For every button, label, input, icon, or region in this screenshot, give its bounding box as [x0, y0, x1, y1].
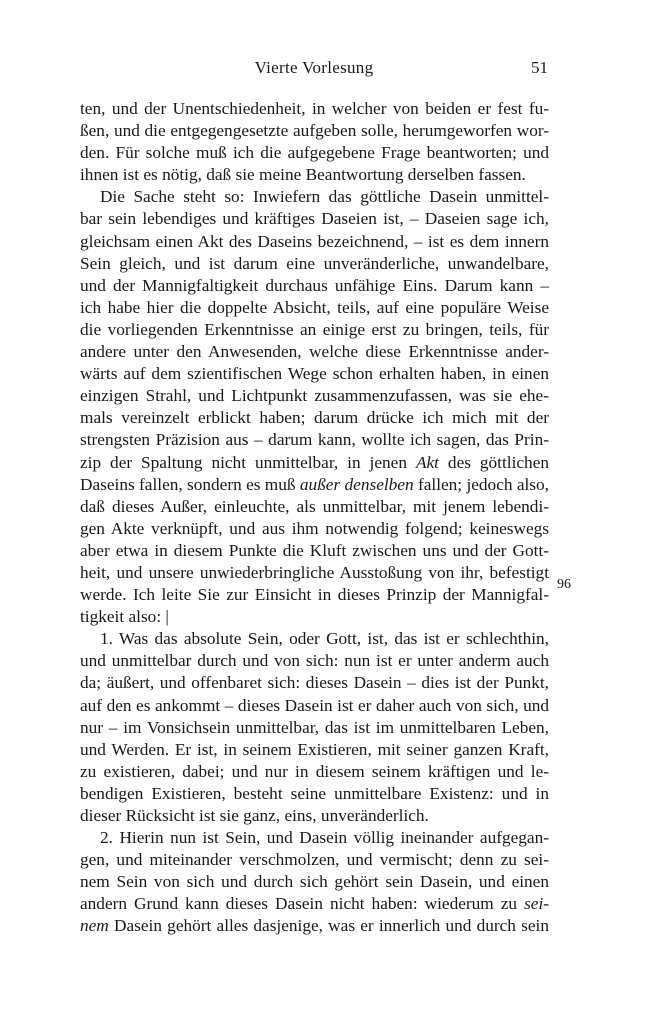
- text-line: werde. Ich leite Sie zur Einsicht in dieses Prinzip der Mannigfal-: [80, 585, 549, 605]
- text-run: fallen; jedoch also,: [417, 474, 549, 494]
- emphasis-akt: Akt: [415, 452, 439, 472]
- text-line: Die Sache steht so: Inwiefern das göttliche Dasein unmittel-: [100, 187, 549, 207]
- margin-page-reference: 96: [557, 577, 571, 592]
- text-line: ich habe hier die doppelte Absicht, teils, auf eine populäre Weise: [80, 297, 549, 317]
- emphasis-seinem: sei-: [524, 894, 550, 914]
- text-line: ten, und der Unentschiedenheit, in welcher von beiden er fest fu-: [80, 99, 549, 118]
- text-line: gen Akte verknüpft, und aus ihm notwendig folgend; keineswegs: [80, 518, 549, 538]
- text-line: [80, 915, 549, 937]
- text-line: dieser Rücksicht ist sie ganz, eins, unveränderlich.: [80, 806, 429, 825]
- text-run: andern Grund kann dieses Dasein nicht haben: wiederum zu: [80, 894, 518, 914]
- text-line: die vorliegenden Erkenntnisse an einige erst zu bringen, teils, für: [80, 319, 549, 339]
- text-run: zip der Spaltung nicht unmittelbar, in jenen: [80, 452, 407, 472]
- text-line: ßen, und die entgegengesetzte aufgeben solle, herumgeworfen wor-: [80, 121, 549, 141]
- text-line: gen, und miteinander verschmolzen, und vermischt; denn zu sei-: [80, 850, 549, 870]
- page-number: 51: [531, 58, 548, 77]
- text-run: Dasein gehört alles dasjenige, was er innerlich und durch sein: [114, 916, 549, 936]
- text-line: daß dieses Außer, einleuchte, als unmittelbar, mit jenem lebendi-: [80, 496, 549, 516]
- text-run: des göttlichen: [447, 452, 550, 472]
- text-line: andere unter den Anwesenden, welche diese Erkenntnisse ander-: [80, 342, 549, 362]
- running-header: [80, 58, 548, 82]
- text-line: wärts auf dem szientifischen Wege schon erhalten haben, in einen: [80, 364, 549, 384]
- emphasis-ausser-denselben: außer denselben: [299, 474, 414, 494]
- text-line: gleichsam einen Akt des Daseins bezeichnend, – ist es dem innern: [80, 231, 549, 251]
- text-line: [80, 452, 549, 474]
- text-run: Daseins fallen, sondern es muß: [80, 474, 296, 494]
- text-line: 2. Hierin nun ist Sein, und Dasein völlig ineinander aufgegan-: [100, 828, 549, 848]
- running-title: Vierte Vorlesung: [254, 58, 374, 77]
- text-line: und Werden. Er ist, in seinem Existieren, mit seiner ganzen Kraft,: [80, 739, 549, 759]
- text-line: den. Für solche muß ich die aufgegebene Frage beantworten; und: [80, 143, 549, 163]
- text-line: einzigen Strahl, und Lichtpunkt zusammenzufassen, was sie ehe-: [80, 386, 549, 406]
- text-line: [80, 474, 549, 496]
- text-line: zu existieren, dabei; und nur in diesem seinem kräftigen und le-: [80, 761, 549, 781]
- text-line: [80, 893, 549, 915]
- text-line: da; äußert, und offenbaret sich: dieses Dasein – dies ist der Punkt,: [80, 673, 549, 693]
- text-line: bendigen Existieren, besteht seine unmittelbare Existenz: und in: [80, 783, 549, 803]
- text-line: tigkeit also: |: [80, 607, 169, 627]
- text-line: nem Sein von sich und durch sich gehört sein Dasein, und einen: [80, 872, 549, 892]
- text-line: und der Mannigfaltigkeit durchaus unfähige Eins. Darum kann –: [80, 275, 549, 295]
- text-line: aber etwa in diesem Punkte die Kluft zwischen uns und der Gott-: [80, 540, 549, 560]
- text-line: heit, und unsere unwiederbringliche Ausstoßung von ihr, befestigt: [80, 562, 549, 582]
- text-line: bar sein lebendiges und kräftiges Daseien ist, – Daseien sage ich,: [80, 209, 549, 229]
- text-line: auf den es ankommt – dieses Dasein ist er daher auch von sich, und: [80, 695, 549, 715]
- text-line: nur – im Vonsichsein unmittelbar, das ist im unmittelbaren Leben,: [80, 717, 549, 737]
- text-line: Sein gleich, und ist darum eine unveränderliche, unwandelbare,: [80, 253, 549, 273]
- text-line: mals vereinzelt erblickt haben; darum drücke ich mich mit der: [80, 408, 549, 428]
- text-line: 1. Was das absolute Sein, oder Gott, ist, das ist er schlechthin,: [100, 629, 549, 649]
- text-line: und unmittelbar durch und von sich: nun ist er unter anderm auch: [80, 651, 549, 671]
- emphasis-seinem: nem: [80, 916, 109, 936]
- text-line: strengsten Präzision aus – darum kann, wollte ich sagen, das Prin-: [80, 430, 549, 450]
- body-text: [80, 98, 549, 938]
- text-line: ihnen ist es nötig, daß sie meine Beantwortung derselben fassen.: [80, 165, 526, 185]
